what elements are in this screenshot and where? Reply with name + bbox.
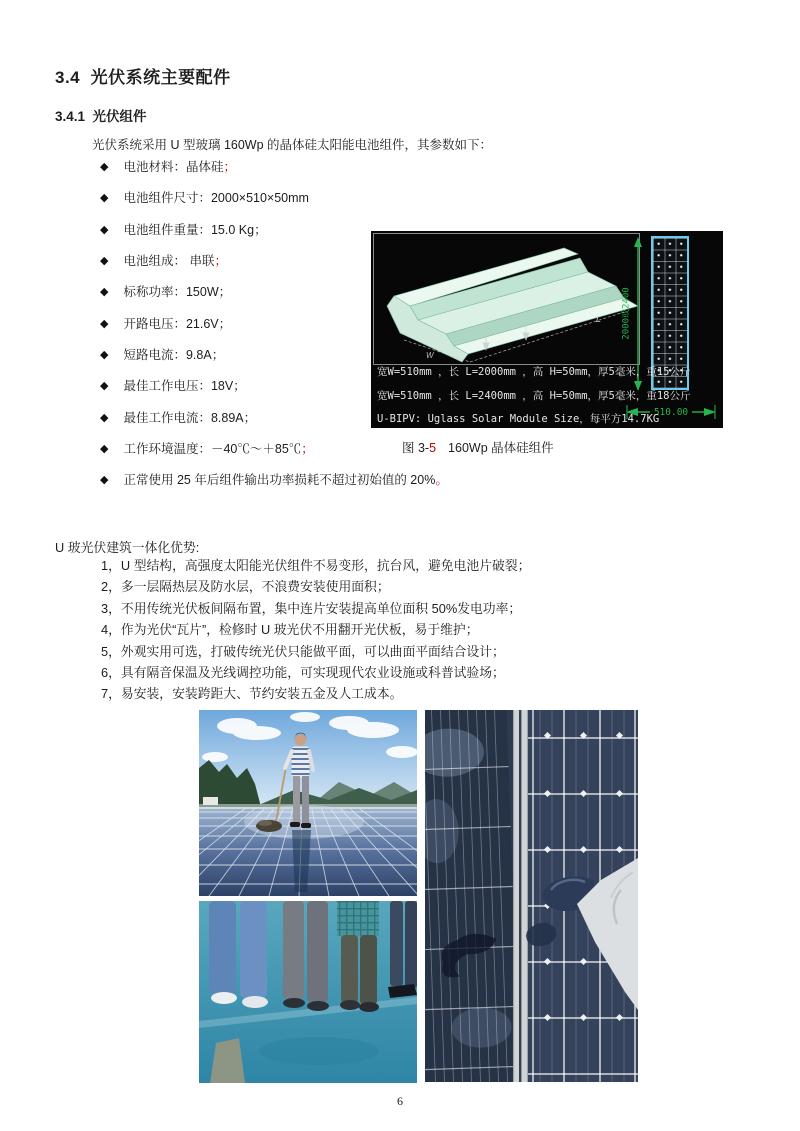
left-panel [425,710,520,1082]
spec-punct: ； [218,285,232,300]
diamond-bullet-icon: ◆ [100,161,109,173]
diamond-bullet-icon: ◆ [100,192,109,205]
advantage-item: 4，作为光伏“瓦片”，检修时 U 玻光伏不用翻开光伏板，易于维护； [101,622,479,638]
panel-frame [513,710,528,1082]
figure-spec-line: U-BIPV: Uglass Solar Module Size，每平方14.7KG [377,413,660,425]
horizontal-dimension-label: 510.00 [653,407,689,418]
photo-group-standing [199,901,417,1083]
figure-spec-line: 宽W=510mm ，长 L=2000mm ，高 H=50mm，厚5毫米，重15公斤 [377,366,691,378]
uglass-3d-drawing-frame [373,233,640,365]
length-label: L [596,314,602,324]
spec-punct: ； [218,316,232,331]
section-heading: 3.4 光伏系统主要配件 [55,68,231,87]
spec-punct: ； [211,348,225,363]
caption-prefix: 图 3- [402,441,430,455]
building [203,797,218,805]
spec-punct: ； [233,379,246,394]
spec-text: 开路电压：21.6V [123,316,219,331]
spec-text: 电池材料：晶体硅 [123,160,224,174]
advantages-list [101,559,530,709]
figure-spec-line: 宽W=510mm ，长 L=2400mm ，高 H=50mm，厚5毫米，重18公斤 [377,390,691,402]
advantage-item: 3，不用传统光伏板间隔布置，集中连片安装提高单位面积 50%发电功率； [101,600,522,616]
spec-punct: ； [223,160,236,174]
vertical-dimension-label: 2000或2400 [621,287,632,340]
spec-text: 标称功率：150W [123,285,219,300]
page-number: 6 [397,1094,403,1108]
group-photo-graphic [199,901,417,1083]
rooftop-photo-graphic [199,710,417,896]
diamond-bullet-icon: ◆ [100,443,109,456]
spec-item [100,158,448,189]
advantage-item: 6，具有隔音保温及光线调控功能，可实现现代农业设施或科普试验场； [101,664,505,680]
caption-text: 160Wp 晶体硅组件 [448,441,554,455]
uglass-3d-drawing [374,234,639,364]
spec-punct: ； [243,410,257,425]
intro-paragraph: 光伏系统采用 U 型玻璃 160Wp 的晶体硅太阳能电池组件，其参数如下： [92,138,493,152]
advantage-item: 1，U 型结构，高强度太阳能光伏组件不易变形，抗台风，避免电池片破裂； [101,558,531,573]
diamond-bullet-icon: ◆ [100,255,109,268]
diamond-bullet-icon: ◆ [100,317,109,330]
diamond-bullet-icon: ◆ [100,411,109,424]
spec-text: 电池组件重量：15.0 Kg [123,222,255,237]
spec-text: 短路电流：9.8A [123,348,212,363]
advantage-item: 5，外观实用可选，打破传统光伏只能做平面，可以曲面平面结合设计； [101,643,505,659]
diamond-bullet-icon: ◆ [100,380,109,393]
advantages-title: U 玻光伏建筑一体化优势: [55,540,200,555]
spec-text: 正常使用 25 年后组件输出功率损耗不超过初始值的 20% [123,473,436,488]
spec-text: 工作环境温度：－40℃～＋85℃ [123,442,302,457]
spec-item [100,189,448,220]
spec-punct: ； [254,222,267,237]
spec-text: 最佳工作电压：18V [123,379,234,394]
subsection-heading: 3.4.1 光伏组件 [55,109,147,124]
spec-punct: 。 [435,473,448,488]
diamond-bullet-icon: ◆ [100,474,109,487]
uglass-module-figure [371,231,723,428]
diamond-bullet-icon: ◆ [100,349,109,362]
spec-text: 最佳工作电流：8.89A [123,410,244,425]
spec-punct: ； [214,254,227,269]
advantage-item: 2，多一层隔热层及防水层，不浪费安装使用面积； [101,579,390,595]
photo-rooftop-array [199,710,417,896]
spec-item [100,471,448,502]
diamond-bullet-icon: ◆ [100,286,109,299]
spec-punct: ； [301,442,314,457]
floor-shading [259,1037,379,1065]
spec-text: 电池组成： 串联 [123,254,215,269]
photo-panel-closeup [425,710,638,1082]
panel-photo-graphic [425,710,638,1082]
diamond-bullet-icon: ◆ [100,223,109,236]
caption-number: 5 [429,441,437,455]
spec-item [100,440,448,471]
figure-caption [402,438,554,456]
advantage-item: 7，易安装，安装跨距大、节约安装五金及人工成本。 [101,686,403,702]
spec-text: 电池组件尺寸：2000×510×50mm [123,191,309,206]
width-label: W [426,351,434,360]
